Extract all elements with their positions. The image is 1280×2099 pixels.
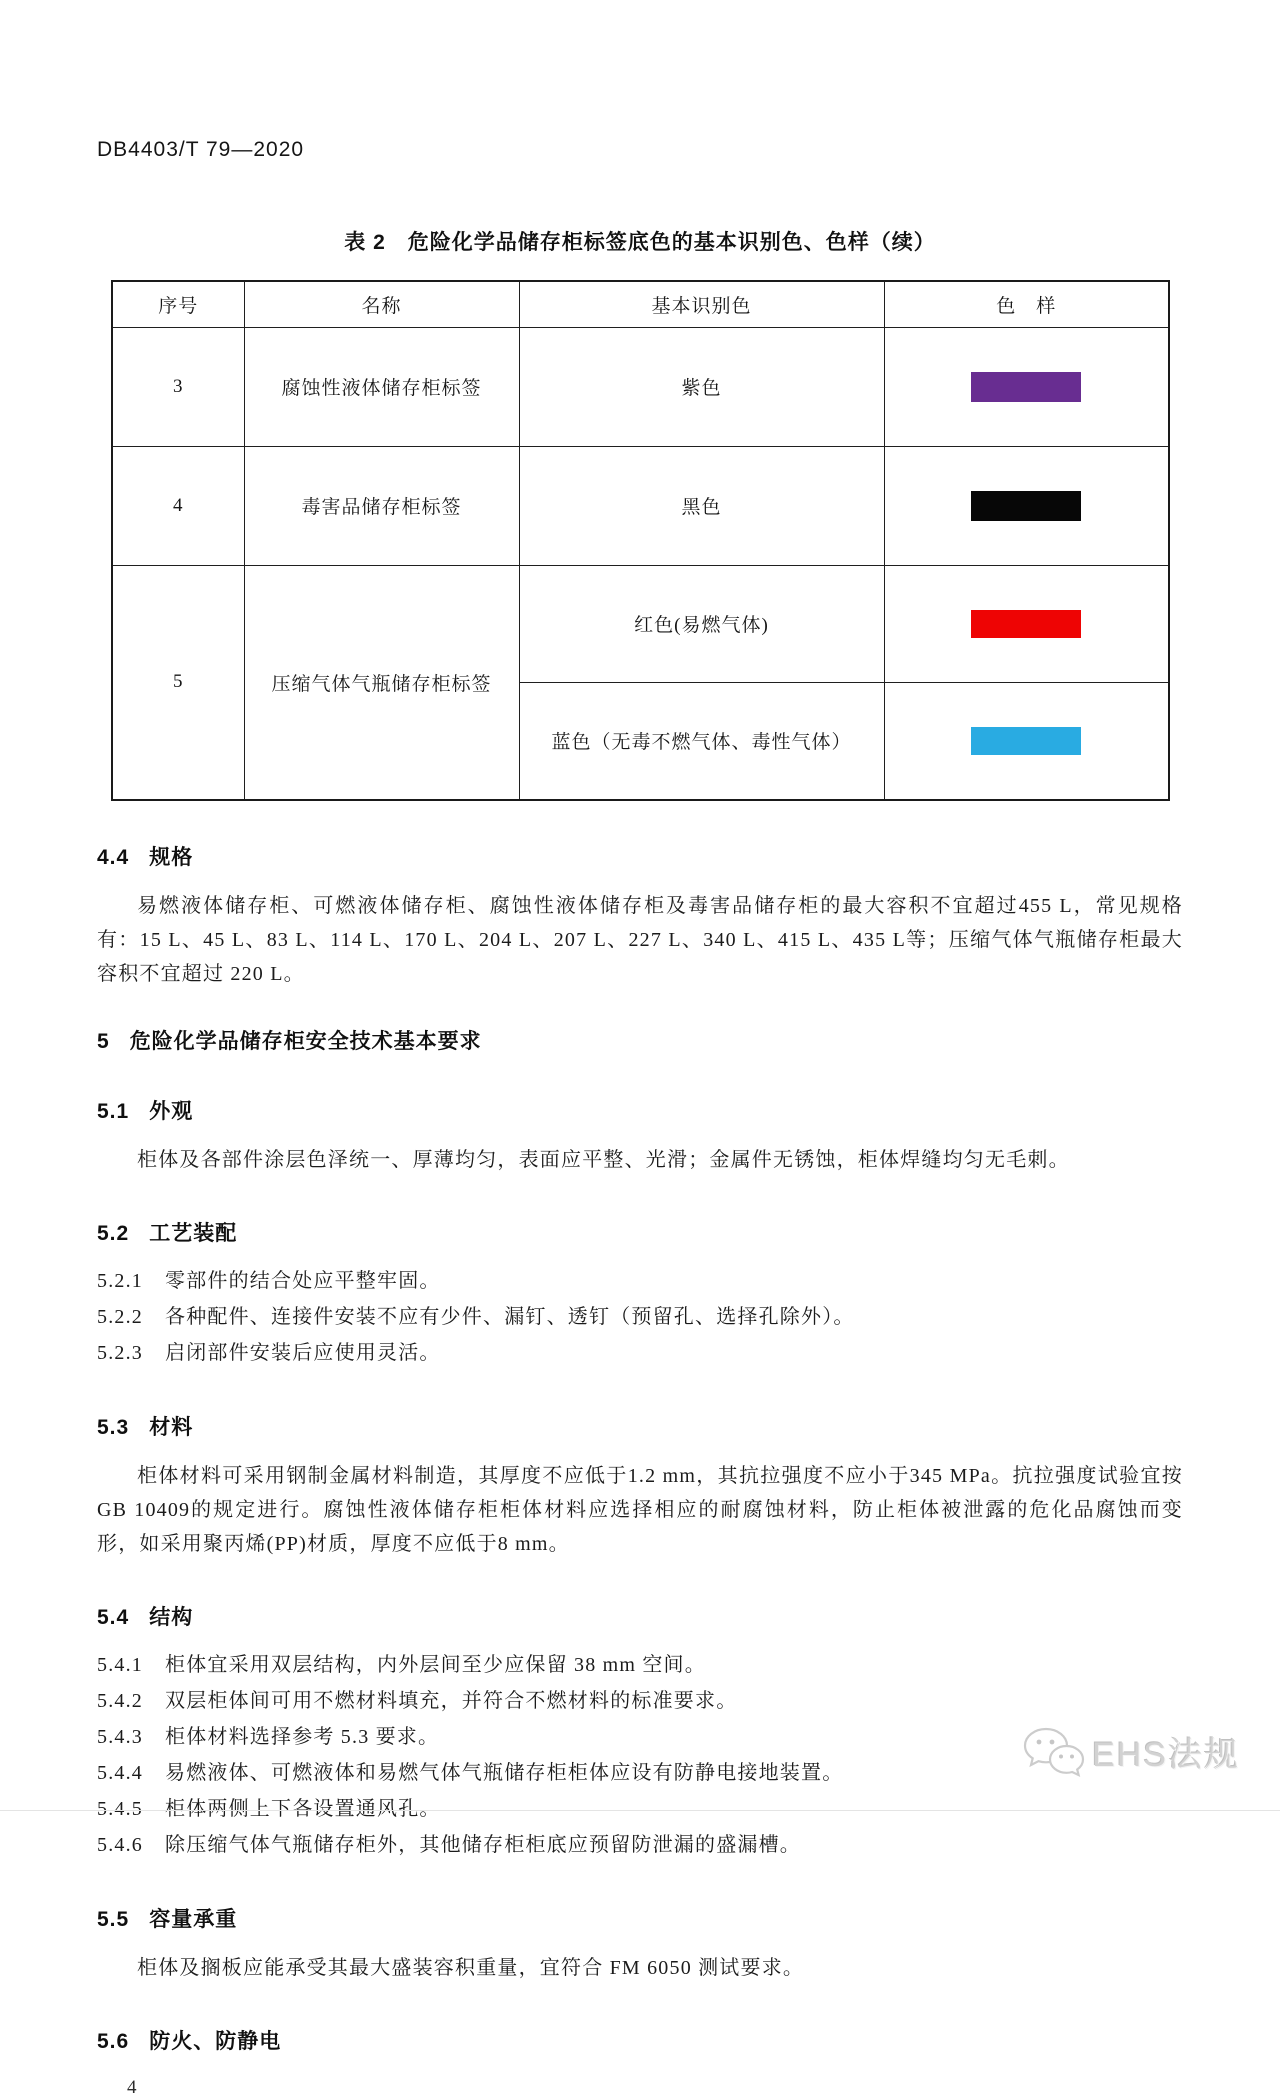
clause-5-2-3 (97, 1335, 1183, 1371)
clause-5-2-2 (97, 1299, 1183, 1335)
section-title: 危险化学品储存柜安全技术基本要求 (129, 1029, 482, 1053)
color-spec-table (111, 280, 1170, 801)
section-title: 材料 (149, 1415, 194, 1439)
cell-row5-color-red: 红色(易燃气体) (519, 565, 884, 682)
doc-number: DB4403/T 79—2020 (97, 138, 305, 161)
cell-row4-name: 毒害品储存柜标签 (244, 446, 519, 565)
clause-group-5-2 (97, 1263, 1183, 1371)
col-header-no: 序号 (112, 281, 244, 327)
section-number: 5.5 (97, 1907, 130, 1931)
col-header-sample: 色 样 (884, 281, 1169, 327)
watermark-label: EHS法规 (1092, 1735, 1240, 1774)
section-heading-5-5 (97, 1903, 1183, 1933)
section-number: 5.2 (97, 1221, 130, 1245)
cell-row3-no: 3 (112, 327, 244, 446)
section-number: 5.6 (97, 2029, 130, 2053)
clause-text: 易燃液体、可燃液体和易燃气体气瓶储存柜柜体应设有防静电接地装置。 (165, 1761, 844, 1784)
cell-row3-sample (884, 327, 1169, 446)
clause-number: 5.4.6 (97, 1833, 143, 1856)
section-number: 5.1 (97, 1099, 130, 1123)
section-title: 工艺装配 (149, 1221, 238, 1245)
clause-number: 5.4.5 (97, 1797, 143, 1820)
cell-row5-name: 压缩气体气瓶储存柜标签 (244, 565, 519, 800)
clause-number: 5.4.3 (97, 1725, 143, 1748)
clause-text: 零部件的结合处应平整牢固。 (165, 1269, 441, 1292)
clause-number: 5.2.3 (97, 1341, 143, 1364)
cell-row5-sample-red (884, 565, 1169, 682)
clause-5-2-1 (97, 1263, 1183, 1299)
section-heading-4-4 (97, 841, 1183, 871)
paragraph-5-1: 柜体及各部件涂层色泽统一、厚薄均匀，表面应平整、光滑；金属件无锈蚀，柜体焊缝均匀无毛刺。 (137, 1148, 1070, 1171)
clause-text: 柜体宜采用双层结构，内外层间至少应保留 38 mm 空间。 (165, 1653, 706, 1676)
clause-number: 5.4.2 (97, 1689, 143, 1712)
section-heading-5-1 (97, 1095, 1183, 1125)
section-heading-5-6 (97, 2025, 1183, 2055)
red-color-swatch (971, 610, 1081, 638)
clause-number: 5.2.2 (97, 1305, 143, 1328)
section-heading-5 (97, 1025, 1183, 1055)
cell-row5-sample-blue (884, 682, 1169, 800)
clause-text: 双层柜体间可用不燃材料填充，并符合不燃材料的标准要求。 (165, 1689, 738, 1712)
section-heading-5-3 (97, 1411, 1183, 1441)
clause-text: 柜体材料选择参考 5.3 要求。 (165, 1725, 440, 1748)
paragraph-5-5: 柜体及搁板应能承受其最大盛装容积重量，宜符合 FM 6050 测试要求。 (137, 1956, 805, 1979)
section-title: 容量承重 (149, 1907, 238, 1931)
table-row-3 (112, 327, 1169, 446)
purple-color-swatch (971, 372, 1081, 402)
blue-color-swatch (971, 727, 1081, 755)
section-number: 5 (97, 1029, 110, 1053)
clause-number: 5.4.1 (97, 1653, 143, 1676)
wechat-icon (1022, 1726, 1084, 1776)
cell-row3-name: 腐蚀性液体储存柜标签 (244, 327, 519, 446)
paragraph-5-3: 柜体材料可采用钢制金属材料制造，其厚度不应低于1.2 mm，其抗拉强度不应小于345 MPa。抗拉强度试验宜按GB 10409的规定进行。腐蚀性液体储存柜柜体材料应选择相应的耐腐蚀材料，防止柜体被泄露的危化品腐蚀而变形，如采用聚丙烯(PP)材质，厚度不应低于8 mm。 (97, 1464, 1183, 1555)
cell-row3-color: 紫色 (519, 327, 884, 446)
col-header-color: 基本识别色 (519, 281, 884, 327)
section-heading-5-4 (97, 1601, 1183, 1631)
clause-5-4-2 (97, 1683, 1183, 1719)
table-row-5a (112, 565, 1169, 682)
paragraph-4-4: 易燃液体储存柜、可燃液体储存柜、腐蚀性液体储存柜及毒害品储存柜的最大容积不宜超过455 L，常见规格有：15 L、45 L、83 L、114 L、170 L、204 L、207 L、227 L、340 L、415 L、435 L等；压缩气体气瓶储存柜最大容积不宜超过 220 L。 (97, 894, 1183, 985)
cell-row5-color-blue: 蓝色（无毒不燃气体、毒性气体） (519, 682, 884, 800)
section-title: 规格 (149, 845, 194, 869)
clause-5-4-5 (97, 1791, 1183, 1827)
cell-row5-no: 5 (112, 565, 244, 800)
table-row-4 (112, 446, 1169, 565)
clause-text: 启闭部件安装后应使用灵活。 (165, 1341, 441, 1364)
clause-text: 各种配件、连接件安装不应有少件、漏钉、透钉（预留孔、选择孔除外）。 (165, 1305, 855, 1328)
clause-5-4-4 (97, 1755, 1183, 1791)
section-heading-5-2 (97, 1217, 1183, 1247)
cell-row4-sample (884, 446, 1169, 565)
section-title: 结构 (149, 1605, 194, 1629)
clause-5-4-6 (97, 1827, 1183, 1863)
clause-number: 5.4.4 (97, 1761, 143, 1784)
col-header-name: 名称 (244, 281, 519, 327)
section-number: 4.4 (97, 845, 130, 869)
section-number: 5.3 (97, 1415, 130, 1439)
table-title: 表 2 危险化学品储存柜标签底色的基本识别色、色样（续） (344, 231, 936, 254)
watermark (1022, 1726, 1240, 1776)
page-number: 4 (127, 2076, 137, 2098)
section-title: 防火、防静电 (149, 2029, 282, 2053)
clause-text: 柜体两侧上下各设置通风孔。 (165, 1797, 441, 1820)
clause-text: 除压缩气体气瓶储存柜外，其他储存柜柜底应预留防泄漏的盛漏槽。 (165, 1833, 801, 1856)
section-title: 外观 (149, 1099, 194, 1123)
clause-group-5-4 (97, 1647, 1183, 1863)
clause-number: 5.2.1 (97, 1269, 143, 1292)
section-number: 5.4 (97, 1605, 130, 1629)
cell-row4-no: 4 (112, 446, 244, 565)
clause-5-4-3 (97, 1719, 1183, 1755)
cell-row4-color: 黑色 (519, 446, 884, 565)
black-color-swatch (971, 491, 1081, 521)
clause-5-4-1 (97, 1647, 1183, 1683)
table-header-row (112, 281, 1169, 327)
